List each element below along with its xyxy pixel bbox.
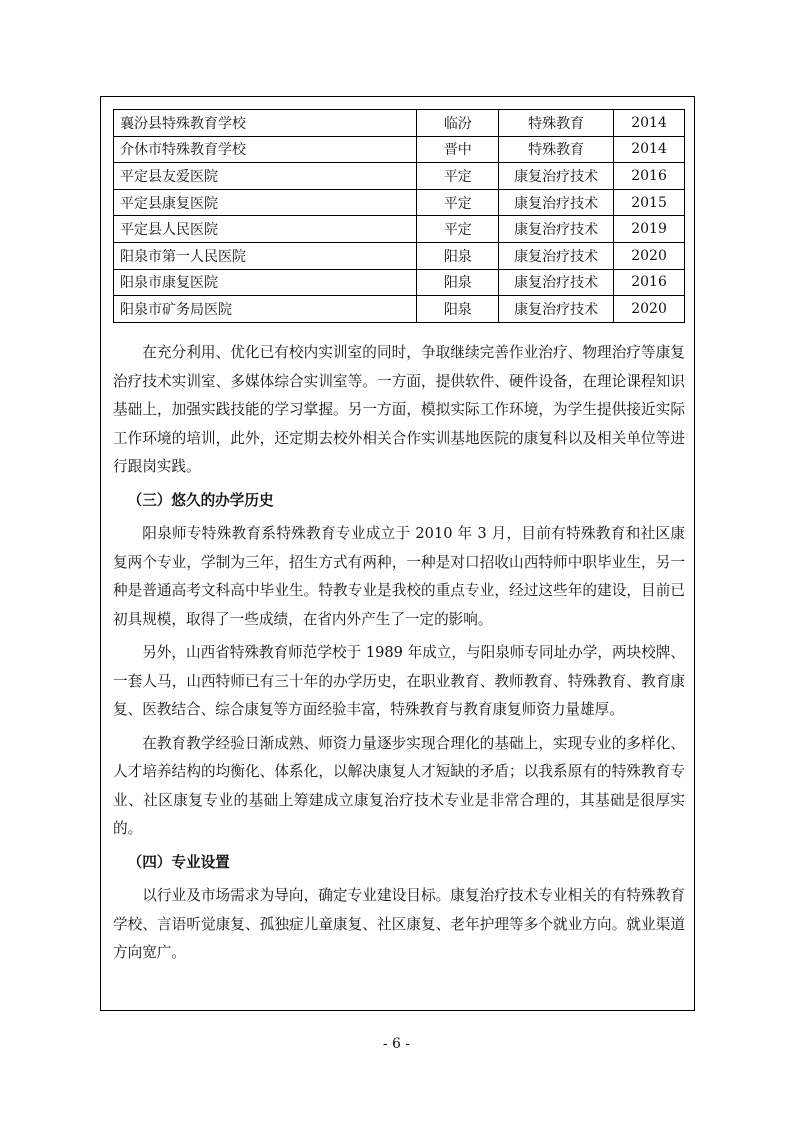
paragraph-history-1: 阳泉师专特殊教育系特殊教育专业成立于 2010 年 3 月，目前有特殊教育和社区康复两个专业，学制为三年，招生方式有两种，一种是对口招收山西特师中职毕业生，另一种是普通高考文科高中毕业生。特教专业是我校的重点专业，经过这些年的建设，目前已初具规模，取得了一些成绩，在省内外产生了一定的影响。: [113, 525, 685, 628]
major-cell: 康复治疗技术: [499, 163, 614, 190]
major-cell: 康复治疗技术: [499, 269, 614, 296]
base-name-cell: 阳泉市矿务局医院: [114, 296, 417, 323]
year-cell: 2019: [614, 216, 685, 243]
major-cell: 康复治疗技术: [499, 189, 614, 216]
base-name-cell: 襄汾县特殊教育学校: [114, 110, 417, 137]
region-cell: 阳泉: [417, 269, 499, 296]
major-cell: 康复治疗技术: [499, 242, 614, 269]
year-cell: 2015: [614, 189, 685, 216]
table-row: [114, 136, 685, 163]
paragraph-history-2: 另外，山西省特殊教育师范学校于 1989 年成立，与阳泉师专同址办学，两块校牌、一套人马，山西特师已有三十年的办学历史，在职业教育、教师教育、特殊教育、教育康复、医教结合、综合康复等方面经验丰富，特殊教育与教育康复师资力量雄厚。: [113, 644, 685, 718]
table-row: [114, 110, 685, 137]
major-cell: 康复治疗技术: [499, 216, 614, 243]
year-cell: 2020: [614, 296, 685, 323]
year-cell: 2014: [614, 110, 685, 137]
page-number: - 6 -: [382, 1036, 411, 1052]
base-name-cell: 平定县人民医院: [114, 216, 417, 243]
table-row: [114, 216, 685, 243]
major-cell: 康复治疗技术: [499, 296, 614, 323]
table-row: [114, 189, 685, 216]
base-name-cell: 平定县康复医院: [114, 189, 417, 216]
table-row: [114, 269, 685, 296]
region-cell: 平定: [417, 189, 499, 216]
document-frame: [100, 96, 695, 1011]
major-cell: 特殊教育: [499, 110, 614, 137]
heading-history: （三）悠久的办学历史: [127, 491, 274, 509]
table-row: [114, 296, 685, 323]
practice-base-table: [113, 109, 685, 323]
base-name-cell: 介休市特殊教育学校: [114, 136, 417, 163]
year-cell: 2016: [614, 269, 685, 296]
region-cell: 晋中: [417, 136, 499, 163]
major-cell: 特殊教育: [499, 136, 614, 163]
table-row: [114, 242, 685, 269]
year-cell: 2020: [614, 242, 685, 269]
region-cell: 阳泉: [417, 242, 499, 269]
year-cell: 2016: [614, 163, 685, 190]
heading-major: （四）专业设置: [127, 853, 230, 871]
base-name-cell: 阳泉市康复医院: [114, 269, 417, 296]
paragraph-history-3: 在教育教学经验日渐成熟、师资力量逐步实现合理化的基础上，实现专业的多样化、人才培养结构的均衡化、体系化，以解决康复人才短缺的矛盾；以我系原有的特殊教育专业、社区康复专业的基础上筹建成立康复治疗技术专业是非常合理的，其基础是很厚实的。: [113, 734, 685, 837]
table-row: [114, 163, 685, 190]
paragraph-major: 以行业及市场需求为导向，确定专业建设目标。康复治疗技术专业相关的有特殊教育学校、言语听觉康复、孤独症儿童康复、社区康复、老年护理等多个就业方向。就业渠道方向宽广。: [113, 887, 685, 961]
body-text: [113, 339, 685, 968]
base-name-cell: 平定县友爱医院: [114, 163, 417, 190]
region-cell: 临汾: [417, 110, 499, 137]
region-cell: 平定: [417, 163, 499, 190]
year-cell: 2014: [614, 136, 685, 163]
base-name-cell: 阳泉市第一人民医院: [114, 242, 417, 269]
region-cell: 阳泉: [417, 296, 499, 323]
region-cell: 平定: [417, 216, 499, 243]
paragraph-training: 在充分利用、优化已有校内实训室的同时，争取继续完善作业治疗、物理治疗等康复治疗技术实训室、多媒体综合实训室等。一方面，提供软件、硬件设备，在理论课程知识基础上，加强实践技能的学习掌握。另一方面，模拟实际工作环境，为学生提供接近实际工作环境的培训，此外，还定期去校外相关合作实训基地医院的康复科以及相关单位等进行跟岗实践。: [113, 344, 685, 475]
